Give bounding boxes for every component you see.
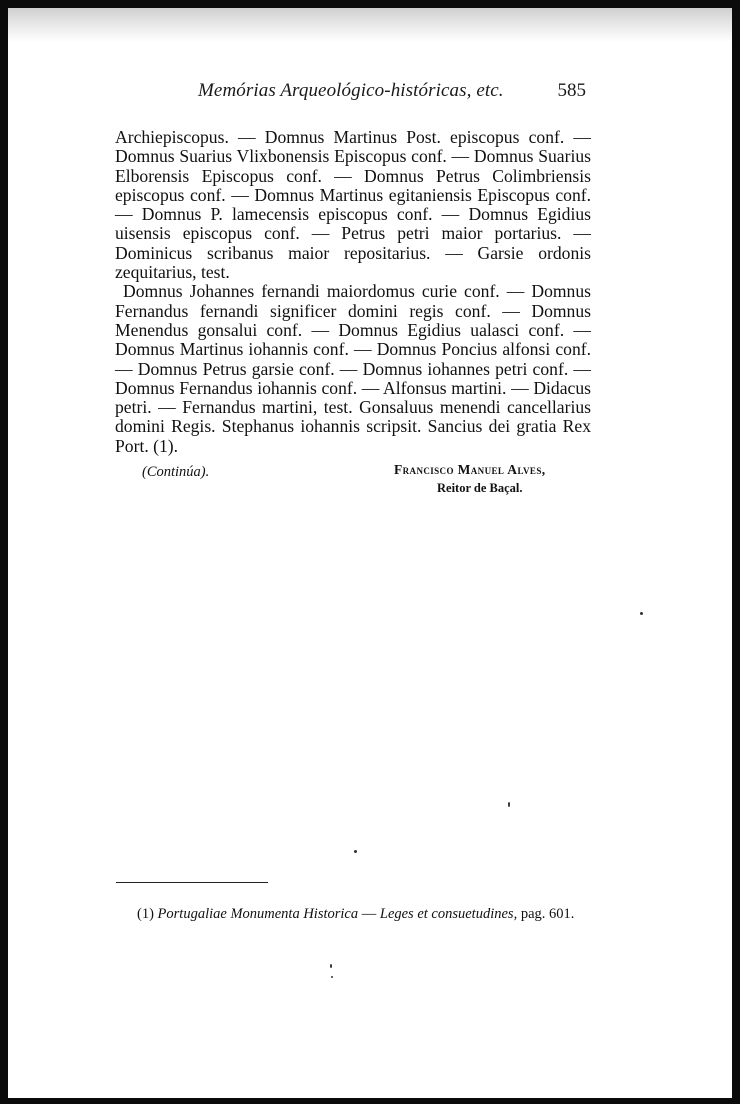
author-role: Reitor de Baçal. [437,481,523,495]
page-number: 585 [557,80,586,101]
paragraph-1: Archiepiscopus. — Domnus Martinus Post. episcopus conf. — Domnus Suarius Vlixbonensis Episcopus conf. — Domnus Suarius Elborensis Episcopus conf. — Domnus Petrus Colimbriensis episcopus conf. — Domnus Martinus egitaniensis Episcopus conf. — Domnus P. lamecensis episcopus conf. — Domnus Egidius uisensis episcopus conf. — Petrus petri maior portarius. — Dominicus scribanus maior repositarius. — Garsie ordonis zequitarius, test. [115,127,591,283]
paragraph-2: Domnus Johannes fernandi maiordomus curie conf. — Domnus Fernandus fernandi significer domini regis conf. — Domnus Menendus gonsalui conf. — Domnus Egidius ualasci conf. — Domnus Martinus iohannis conf. — Domnus Poncius alfonsi conf. — Domnus Petrus garsie conf. — Domnus iohannes petri conf. — Domnus Fernandus iohannis conf. — Alfonsus martini. — Didacus petri. — Fernandus martini, test. Gonsaluus menendi cancellarius domini Regis. Stephanus iohannis scripsit. Sancius dei gratia Rex Port. (1). [115,281,591,456]
scan-speck [354,850,357,853]
footnote [115,906,591,922]
footnote-divider [116,882,268,883]
signature-block [132,460,592,500]
document-page [8,8,732,1098]
page-top-shade [8,8,732,42]
continued-note: (Continúa). [142,464,210,480]
footnote-subtitle: Leges et consuetudines, [379,906,518,922]
body-text [115,128,591,456]
footnote-title: Portugaliae Monumenta Historica [157,906,359,922]
scan-speck [508,802,510,807]
scan-speck [640,612,643,615]
running-title: Memórias Arqueológico-históricas, etc. [198,80,504,101]
footnote-page-ref: pag. 601. [520,906,575,922]
scan-speck [330,964,332,968]
scan-speck [331,976,333,978]
running-header [198,80,598,108]
author-name: Francisco Manuel Alves, [394,462,546,477]
footnote-separator: — [361,906,377,922]
footnote-marker: (1) [137,906,154,922]
